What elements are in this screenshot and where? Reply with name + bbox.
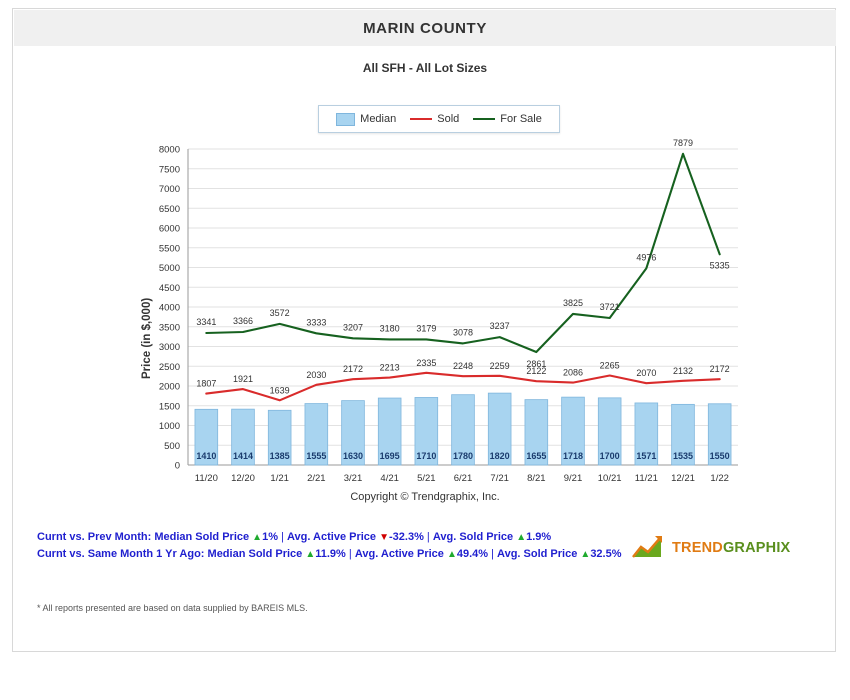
brand-logo	[631, 531, 811, 565]
arrow-up-icon-3: ▲	[305, 549, 316, 560]
y-axis-tick: 4500	[158, 282, 180, 294]
trendgraphix-mark-icon	[631, 533, 665, 563]
x-axis-tick: 8/21	[527, 473, 546, 484]
point-value-label: 2132	[672, 365, 694, 376]
brand-name	[672, 540, 790, 556]
point-value-label: 1921	[232, 374, 254, 385]
y-axis-tick: 1000	[158, 421, 180, 432]
arrow-up-icon-4: ▲	[446, 549, 457, 560]
y-axis-tick: 5500	[158, 243, 180, 255]
legend-label-for-sale: For Sale	[500, 113, 542, 125]
x-axis-tick: 12/20	[231, 473, 255, 484]
bar-value-label: 1820	[489, 451, 510, 461]
x-axis-tick: 4/21	[380, 473, 399, 484]
note-prev-active-label: Avg. Active Price	[286, 531, 377, 543]
point-value-label: 3366	[232, 316, 254, 327]
chart-copyright: Copyright © Trendgraphix, Inc.	[350, 491, 500, 503]
y-axis-tick: 6500	[158, 203, 180, 215]
point-value-label: 2070	[636, 368, 657, 379]
arrow-up-icon-5: ▲	[580, 549, 591, 560]
note-sep-3: |	[348, 548, 352, 560]
point-value-label: 3180	[379, 323, 400, 334]
point-value-label: 3207	[342, 322, 364, 333]
note-yr-active-value: 49.4%	[456, 548, 489, 560]
point-value-label: 3721	[599, 302, 620, 313]
point-value-label: 3078	[452, 327, 474, 338]
x-axis-tick: 11/21	[634, 473, 658, 484]
point-value-label: 2259	[489, 360, 510, 371]
point-value-label: 2213	[379, 362, 400, 373]
note-yr-median-label: Median Sold Price	[207, 548, 303, 560]
note-yr-avgsold-label: Avg. Sold Price	[497, 548, 578, 560]
note-sep-1: |	[281, 531, 284, 543]
point-value-label: 3341	[196, 317, 217, 328]
x-axis-tick: 5/21	[417, 473, 436, 484]
chart-svg	[13, 137, 837, 512]
legend-swatch-sold-icon	[410, 118, 432, 120]
x-axis-tick: 1/22	[710, 473, 729, 484]
point-value-label: 2172	[342, 364, 364, 375]
legend-label-sold: Sold	[437, 113, 460, 125]
note-prev-active-value: -32.3%	[389, 531, 424, 543]
chart-legend	[318, 105, 560, 133]
bar-value-label: 1780	[452, 451, 474, 461]
point-value-label: 3237	[489, 321, 510, 332]
point-value-label: 1639	[269, 385, 290, 396]
legend-swatch-for-sale-icon	[473, 118, 495, 120]
note-yr-avgsold-value: 32.5%	[590, 548, 622, 560]
title-band	[14, 10, 836, 46]
note-prev-avgsold-label: Avg. Sold Price	[432, 531, 514, 543]
x-axis-tick: 10/21	[597, 473, 622, 484]
note-yr-median-value: 11.9%	[315, 548, 346, 560]
point-value-label: 2030	[306, 369, 327, 380]
point-value-label: 2861	[526, 358, 547, 369]
note-yr-active-label: Avg. Active Price	[354, 548, 444, 560]
y-axis-tick: 0	[174, 460, 180, 472]
y-axis-tick: 8000	[158, 144, 180, 156]
bar-value-label: 1410	[196, 451, 217, 461]
chart-area	[13, 137, 837, 512]
x-axis-tick: 9/21	[563, 473, 583, 484]
y-axis-tick: 4000	[158, 302, 180, 314]
data-source-disclaimer: * All reports presented are based on data supplied by BAREIS MLS.	[37, 603, 308, 613]
point-value-label: 2335	[416, 357, 437, 368]
legend-swatch-median-icon	[336, 113, 355, 126]
point-value-label: 2172	[709, 364, 730, 375]
point-value-label: 2122	[526, 366, 547, 377]
bar-value-label: 1630	[342, 451, 364, 461]
note-year-ago-label: Curnt vs. Same Month 1 Yr Ago:	[37, 548, 205, 560]
note-sep-4: |	[491, 548, 494, 560]
point-value-label: 7879	[672, 137, 694, 148]
legend-item-sold[interactable]	[410, 113, 459, 125]
y-axis-tick: 5000	[158, 263, 180, 274]
arrow-down-icon: ▼	[379, 532, 389, 543]
y-axis-tick: 1500	[158, 401, 180, 413]
note-prev-median-label: Median Sold Price	[154, 531, 250, 543]
y-axis-tick: 500	[164, 440, 180, 452]
point-value-label: 1807	[196, 378, 217, 389]
y-axis-tick: 3000	[158, 342, 180, 353]
x-axis-tick: 11/20	[194, 473, 218, 484]
bar-value-label: 1718	[562, 451, 584, 461]
bar-value-label: 1571	[636, 451, 657, 461]
brand-name-part1: TREND	[672, 540, 723, 556]
y-axis-tick: 7000	[158, 184, 180, 195]
page-subtitle: All SFH - All Lot Sizes	[362, 61, 488, 75]
arrow-up-icon-2: ▲	[516, 532, 527, 543]
y-axis-tick: 7500	[158, 164, 180, 176]
note-line-year-ago	[37, 546, 637, 563]
x-axis-tick: 12/21	[671, 473, 695, 484]
note-line-prev-month	[37, 529, 637, 546]
comparison-notes	[37, 529, 637, 563]
bar-value-label: 1710	[416, 451, 437, 461]
x-axis-tick: 7/21	[490, 473, 509, 484]
report-card	[12, 8, 836, 652]
page-title: MARIN COUNTY	[363, 19, 487, 37]
point-value-label: 3333	[306, 317, 327, 328]
legend-item-median[interactable]	[336, 113, 396, 126]
note-prev-avgsold-value: 1.9%	[526, 531, 552, 543]
y-axis-tick: 3500	[158, 322, 180, 334]
bar-value-label: 1550	[709, 451, 730, 461]
point-value-label: 5335	[709, 260, 730, 271]
y-axis-tick: 2500	[158, 361, 180, 373]
y-axis-label: Price (in $,000)	[141, 297, 153, 379]
y-axis-tick: 6000	[158, 223, 180, 235]
point-value-label: 2265	[599, 360, 620, 371]
x-axis-tick: 3/21	[343, 473, 363, 484]
bar-value-label: 1385	[269, 451, 290, 461]
point-value-label: 4976	[636, 252, 657, 263]
note-prev-median-value: 1%	[262, 531, 278, 543]
point-value-label: 3179	[416, 323, 437, 334]
bar-value-label: 1535	[672, 451, 694, 461]
brand-name-part2: GRAPHIX	[722, 540, 791, 556]
bar-value-label: 1655	[526, 451, 547, 461]
bar-value-label: 1695	[379, 451, 400, 461]
arrow-up-icon: ▲	[252, 532, 263, 543]
point-value-label: 2086	[562, 367, 584, 378]
bar-value-label: 1700	[599, 451, 620, 461]
bar-value-label: 1555	[306, 451, 327, 461]
y-axis-tick: 2000	[158, 381, 180, 393]
bar-value-label: 1414	[232, 451, 254, 461]
point-value-label: 3572	[269, 307, 290, 318]
x-axis-tick: 1/21	[270, 473, 289, 484]
legend-label-median: Median	[360, 113, 397, 125]
point-value-label: 2248	[452, 361, 474, 372]
point-value-label: 3825	[562, 297, 584, 308]
note-sep-2: |	[426, 531, 430, 543]
x-axis-tick: 6/21	[453, 473, 473, 484]
legend-item-for-sale[interactable]	[473, 113, 542, 125]
note-prev-month-label: Curnt vs. Prev Month:	[37, 531, 152, 543]
x-axis-tick: 2/21	[307, 473, 326, 484]
